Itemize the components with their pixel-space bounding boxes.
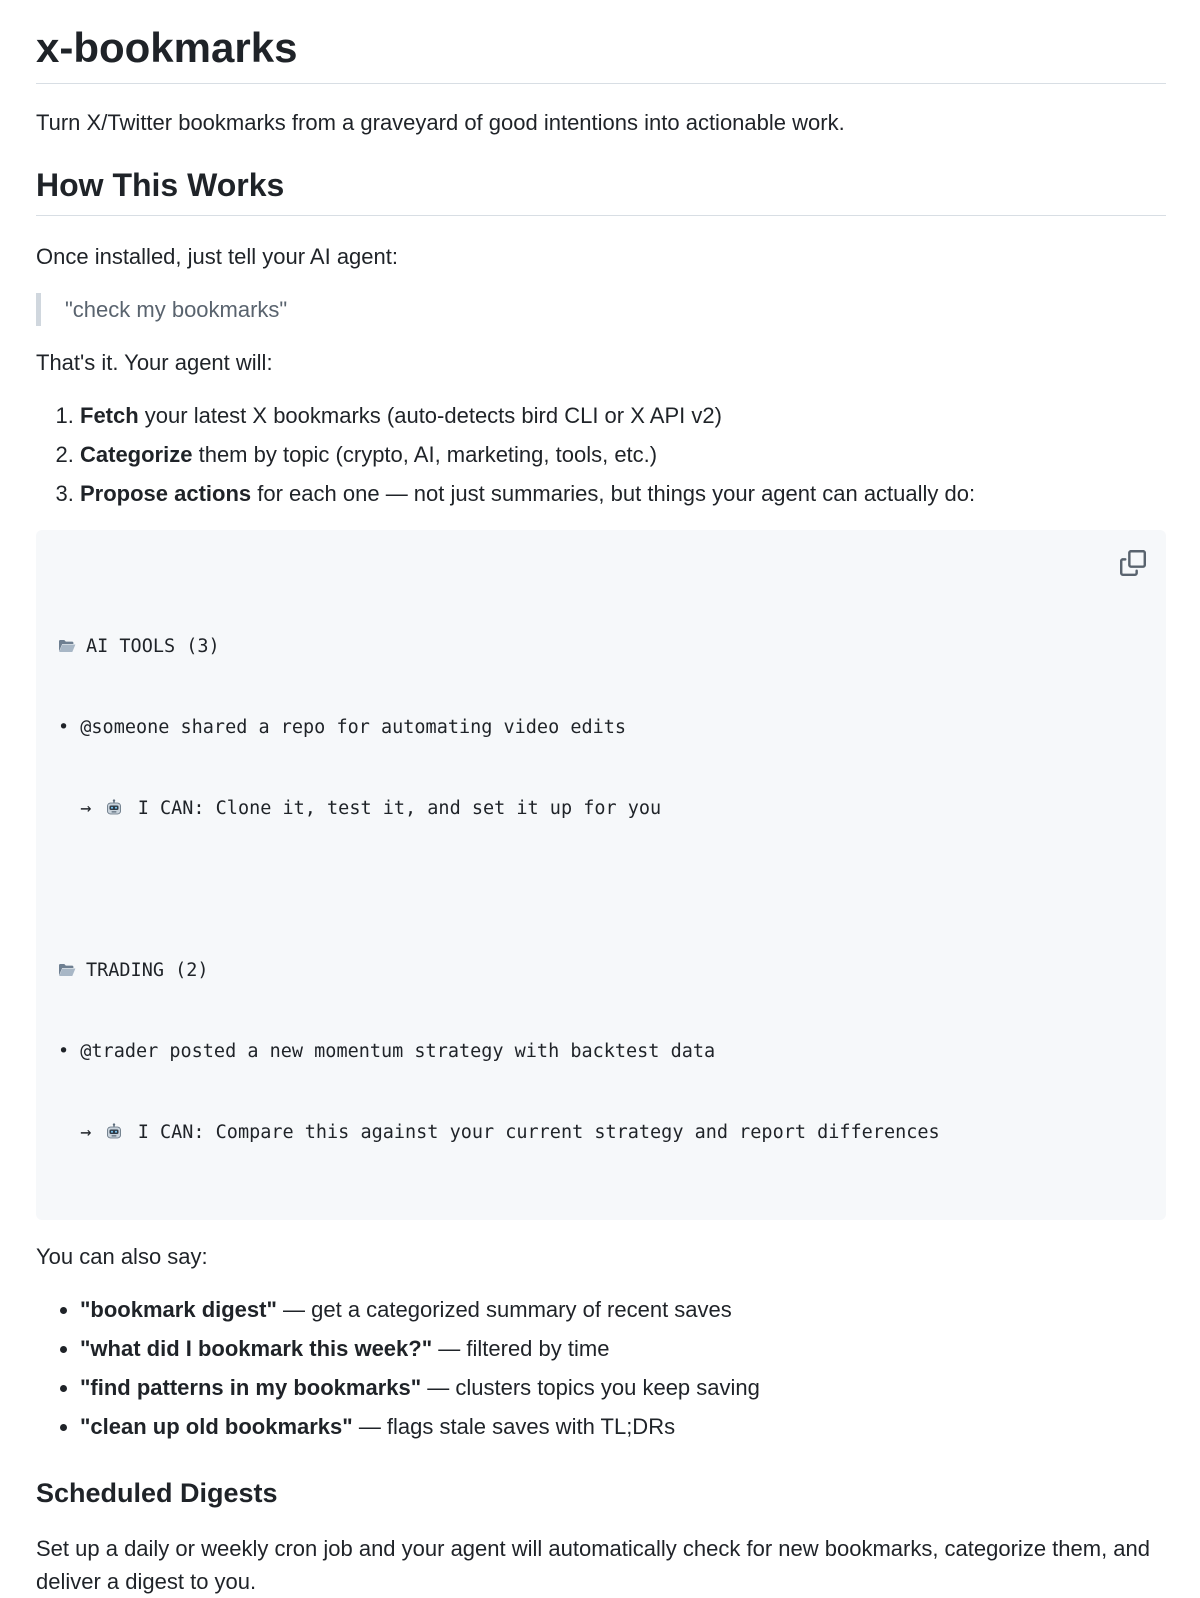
code-section-header bbox=[58, 633, 1144, 660]
code-bookmark-line: • @someone shared a repo for automating video edits bbox=[58, 716, 627, 738]
command-desc: — filtered by time bbox=[432, 1335, 610, 1361]
step-text: them by topic (crypto, AI, marketing, tools, etc.) bbox=[192, 441, 658, 467]
step-bold: Fetch bbox=[80, 402, 139, 428]
page-title: x-bookmarks bbox=[36, 22, 1166, 84]
command-phrase: "find patterns in my bookmarks" bbox=[80, 1374, 422, 1400]
arrow-text: → bbox=[58, 1121, 103, 1143]
scheduled-digests-text: Set up a daily or weekly cron job and your agent will automatically check for new bookmarks, categorize them, and deliver a digest to you. bbox=[36, 1536, 1151, 1595]
category-label: AI TOOLS (3) bbox=[86, 635, 220, 657]
list-item bbox=[80, 1293, 1166, 1326]
command-quote: "check my bookmarks" bbox=[36, 293, 1166, 326]
command-desc: — clusters topics you keep saving bbox=[421, 1374, 760, 1400]
command-desc: — flags stale saves with TL;DRs bbox=[352, 1413, 676, 1439]
step-text: for each one — not just summaries, but things your agent can actually do: bbox=[251, 480, 976, 506]
code-action-line bbox=[58, 1119, 1144, 1146]
step-text: your latest X bookmarks (auto-detects bird CLI or X API v2) bbox=[138, 402, 722, 428]
agent-will-text: That's it. Your agent will: bbox=[36, 349, 273, 375]
step-bold: Propose actions bbox=[80, 480, 252, 506]
robot-icon bbox=[105, 1123, 123, 1141]
list-item bbox=[80, 438, 1166, 471]
step-bold: Categorize bbox=[80, 441, 193, 467]
code-bookmark-line: • @trader posted a new momentum strategy with backtest data bbox=[58, 1040, 716, 1062]
also-say-intro: You can also say: bbox=[36, 1243, 208, 1269]
command-desc: — get a categorized summary of recent saves bbox=[276, 1296, 732, 1322]
action-text: I CAN: Clone it, test it, and set it up for you bbox=[126, 797, 662, 819]
open-folder-icon bbox=[58, 639, 76, 653]
open-folder-icon bbox=[58, 963, 76, 977]
category-label: TRADING (2) bbox=[86, 959, 209, 981]
code-blank-line bbox=[58, 876, 1144, 903]
list-item bbox=[80, 1371, 1166, 1404]
list-item bbox=[80, 1332, 1166, 1365]
how-this-works-heading: How This Works bbox=[36, 165, 1166, 216]
commands-list bbox=[36, 1293, 1166, 1443]
command-phrase: "bookmark digest" bbox=[80, 1296, 277, 1322]
robot-icon bbox=[105, 799, 123, 817]
command-phrase: "clean up old bookmarks" bbox=[80, 1413, 353, 1439]
list-item bbox=[80, 399, 1166, 432]
tagline: Turn X/Twitter bookmarks from a graveyard of good intentions into actionable work. bbox=[36, 109, 845, 135]
code-action-line bbox=[58, 795, 1144, 822]
code-section-header bbox=[58, 957, 1144, 984]
scheduled-digests-heading: Scheduled Digests bbox=[36, 1477, 278, 1508]
command-phrase: "what did I bookmark this week?" bbox=[80, 1335, 433, 1361]
list-item bbox=[80, 477, 1166, 510]
action-text: I CAN: Compare this against your current strategy and report differences bbox=[126, 1121, 940, 1143]
list-item bbox=[80, 1410, 1166, 1443]
steps-list bbox=[36, 399, 1166, 510]
copy-icon[interactable] bbox=[1120, 550, 1146, 576]
example-output-code-block bbox=[36, 530, 1166, 1220]
install-intro: Once installed, just tell your AI agent: bbox=[36, 243, 398, 269]
arrow-text: → bbox=[58, 797, 103, 819]
